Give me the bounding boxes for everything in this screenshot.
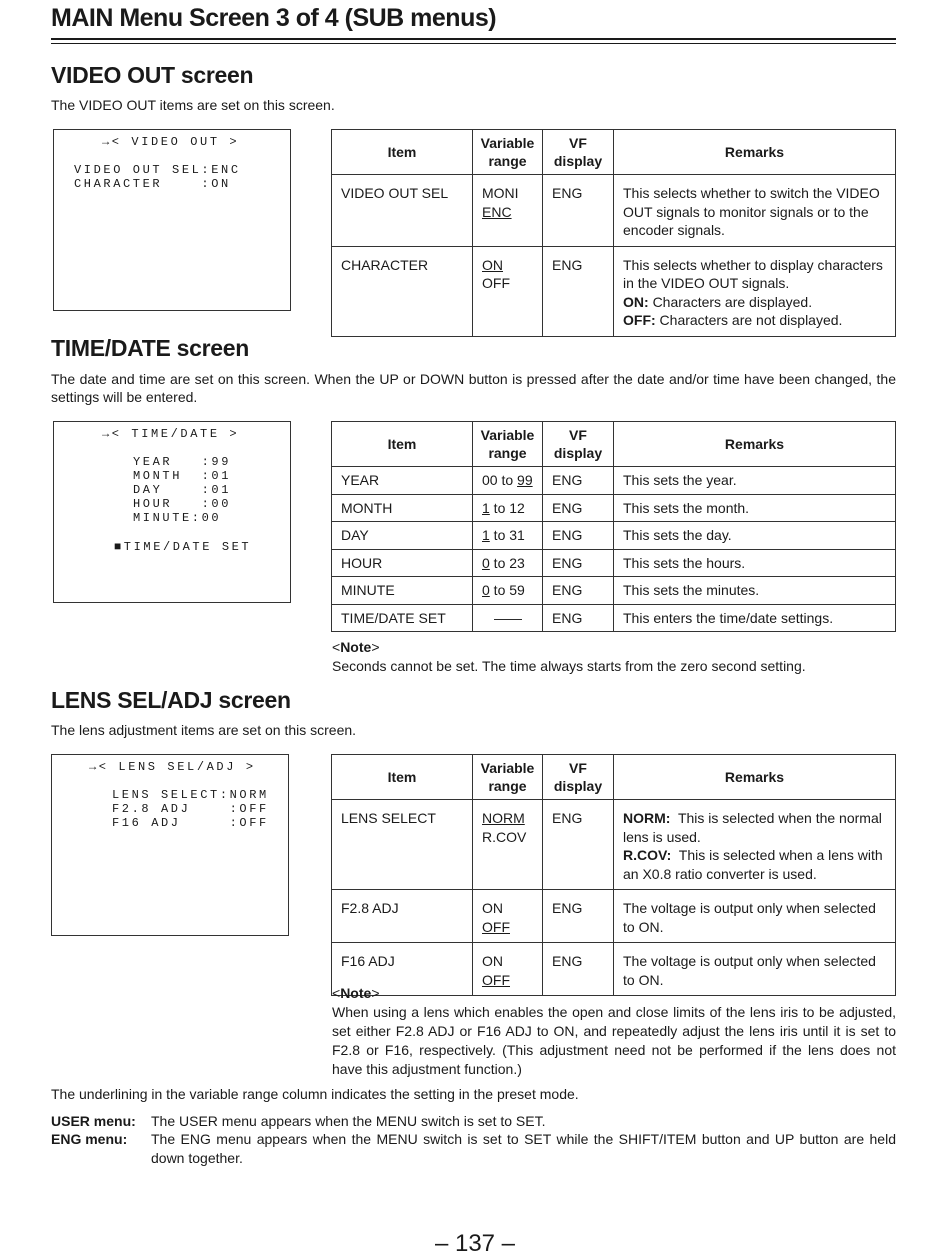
item-cell: MONTH	[332, 494, 473, 522]
vf-cell: ENG	[543, 246, 614, 336]
table-row	[332, 943, 896, 996]
item-cell: F2.8 ADJ	[332, 890, 473, 943]
table-header-row	[332, 755, 896, 800]
underline-note: The underlining in the variable range column indicates the setting in the preset mode.	[51, 1086, 579, 1102]
lens-heading: LENS SEL/ADJ screen	[51, 687, 291, 713]
screen-line: VIDEO OUT SEL:ENC	[74, 163, 241, 177]
vf-cell: ENG	[543, 800, 614, 890]
item-cell: MINUTE	[332, 577, 473, 605]
table-row	[332, 577, 896, 605]
range-cell: 1 to 12	[473, 494, 543, 522]
item-cell: CHARACTER	[332, 246, 473, 336]
header-item: Item	[332, 755, 473, 800]
screen-line: MINUTE:00	[133, 511, 222, 525]
vf-cell: ENG	[543, 890, 614, 943]
item-cell: F16 ADJ	[332, 943, 473, 996]
header-variable-range: Variable range	[473, 422, 543, 467]
item-cell: LENS SELECT	[332, 800, 473, 890]
header-remarks: Remarks	[614, 422, 896, 467]
item-cell: DAY	[332, 522, 473, 550]
lens-note-heading: <Note>	[332, 985, 380, 1001]
range-cell: 1 to 31	[473, 522, 543, 550]
range-cell: ON OFF	[473, 943, 543, 996]
table-header-row	[332, 422, 896, 467]
remarks-cell: This sets the day.	[614, 522, 896, 550]
video-out-heading: VIDEO OUT screen	[51, 62, 254, 88]
remarks-cell: This selects whether to display characters in the VIDEO OUT signals. ON: Characters are displayed. OFF: Characters are not displayed.	[614, 246, 896, 336]
title-rule	[51, 38, 896, 40]
table-row	[332, 175, 896, 247]
table-row	[332, 467, 896, 495]
screen-line: F2.8 ADJ :OFF	[112, 802, 269, 816]
lens-table	[331, 754, 896, 996]
video-out-screen-display	[53, 129, 291, 311]
time-date-note-heading: <Note>	[332, 639, 380, 655]
header-vf-display: VF display	[543, 130, 614, 175]
range-cell: 00 to 99	[473, 467, 543, 495]
item-cell: TIME/DATE SET	[332, 604, 473, 632]
screen-title: →< TIME/DATE >	[102, 427, 240, 441]
remarks-cell: The voltage is output only when selected to ON.	[614, 943, 896, 996]
vf-cell: ENG	[543, 494, 614, 522]
header-variable-range: Variable range	[473, 130, 543, 175]
header-vf-display: VF display	[543, 422, 614, 467]
header-item: Item	[332, 422, 473, 467]
lens-screen-display	[51, 754, 289, 936]
page-title: MAIN Menu Screen 3 of 4 (SUB menus)	[51, 4, 497, 32]
screen-title: →< VIDEO OUT >	[102, 135, 240, 149]
screen-line: F16 ADJ :OFF	[112, 816, 269, 830]
remarks-cell: This selects whether to switch the VIDEO OUT signals to monitor signals or to the encoder signals.	[614, 175, 896, 247]
range-cell: ——	[473, 604, 543, 632]
user-menu-text: The USER menu appears when the MENU switch is set to SET.	[151, 1113, 546, 1129]
table-row	[332, 549, 896, 577]
range-cell: MONI ENC	[473, 175, 543, 247]
screen-title: →< LENS SEL/ADJ >	[89, 760, 256, 774]
remarks-cell: NORM: This is selected when the normal lens is used. R.COV: This is selected when a lens with an X0.8 ratio converter is used.	[614, 800, 896, 890]
page-number: – 137 –	[434, 1230, 516, 1257]
table-row	[332, 246, 896, 336]
vf-cell: ENG	[543, 175, 614, 247]
range-cell: NORM R.COV	[473, 800, 543, 890]
table-row	[332, 890, 896, 943]
lens-intro: The lens adjustment items are set on this screen.	[51, 722, 357, 738]
item-cell: VIDEO OUT SEL	[332, 175, 473, 247]
screen-line: DAY :01	[133, 483, 232, 497]
header-remarks: Remarks	[614, 130, 896, 175]
table-row	[332, 494, 896, 522]
title-rule-thin	[51, 43, 896, 44]
time-date-table	[331, 421, 896, 632]
item-cell: HOUR	[332, 549, 473, 577]
table-row	[332, 604, 896, 632]
remarks-cell: This sets the minutes.	[614, 577, 896, 605]
header-vf-display: VF display	[543, 755, 614, 800]
screen-line: MONTH :01	[133, 469, 232, 483]
user-menu-label: USER menu:	[51, 1113, 136, 1129]
vf-cell: ENG	[543, 467, 614, 495]
screen-set-line: ■TIME/DATE SET	[114, 540, 252, 554]
range-cell: ON OFF	[473, 890, 543, 943]
table-row	[332, 522, 896, 550]
table-row	[332, 800, 896, 890]
vf-cell: ENG	[543, 943, 614, 996]
remarks-cell: The voltage is output only when selected to ON.	[614, 890, 896, 943]
range-cell: ON OFF	[473, 246, 543, 336]
header-variable-range: Variable range	[473, 755, 543, 800]
remarks-cell: This sets the month.	[614, 494, 896, 522]
vf-cell: ENG	[543, 522, 614, 550]
vf-cell: ENG	[543, 549, 614, 577]
eng-menu-label: ENG menu:	[51, 1131, 128, 1147]
vf-cell: ENG	[543, 604, 614, 632]
screen-line: CHARACTER :ON	[74, 177, 231, 191]
remarks-cell: This sets the year.	[614, 467, 896, 495]
range-cell: 0 to 59	[473, 577, 543, 605]
lens-note-text: When using a lens which enables the open and close limits of the lens iris to be adjusted, set either F2.8 ADJ or F16 ADJ to ON, and repeatedly adjust the lens iris until it is set to F2.8 or F16, respectively. (This adjustment need not be performed if the lens does not have this adjustment function.)	[332, 1004, 896, 1077]
time-date-note-text: Seconds cannot be set. The time always starts from the zero second setting.	[332, 658, 806, 674]
remarks-cell: This enters the time/date settings.	[614, 604, 896, 632]
time-date-heading: TIME/DATE screen	[51, 335, 249, 361]
header-item: Item	[332, 130, 473, 175]
table-header-row	[332, 130, 896, 175]
range-cell: 0 to 23	[473, 549, 543, 577]
remarks-cell: This sets the hours.	[614, 549, 896, 577]
vf-cell: ENG	[543, 577, 614, 605]
time-date-intro: The date and time are set on this screen. When the UP or DOWN button is pressed after the date and/or time have been changed, the settings will be entered.	[51, 371, 896, 405]
video-out-intro: The VIDEO OUT items are set on this screen.	[51, 97, 335, 113]
video-out-table	[331, 129, 896, 337]
header-remarks: Remarks	[614, 755, 896, 800]
item-cell: YEAR	[332, 467, 473, 495]
screen-line: LENS SELECT:NORM	[112, 788, 269, 802]
eng-menu-text: The ENG menu appears when the MENU switch is set to SET while the SHIFT/ITEM button and UP button are held down together.	[151, 1131, 896, 1166]
screen-line: HOUR :00	[133, 497, 232, 511]
time-date-screen-display	[53, 421, 291, 603]
screen-line: YEAR :99	[133, 455, 232, 469]
